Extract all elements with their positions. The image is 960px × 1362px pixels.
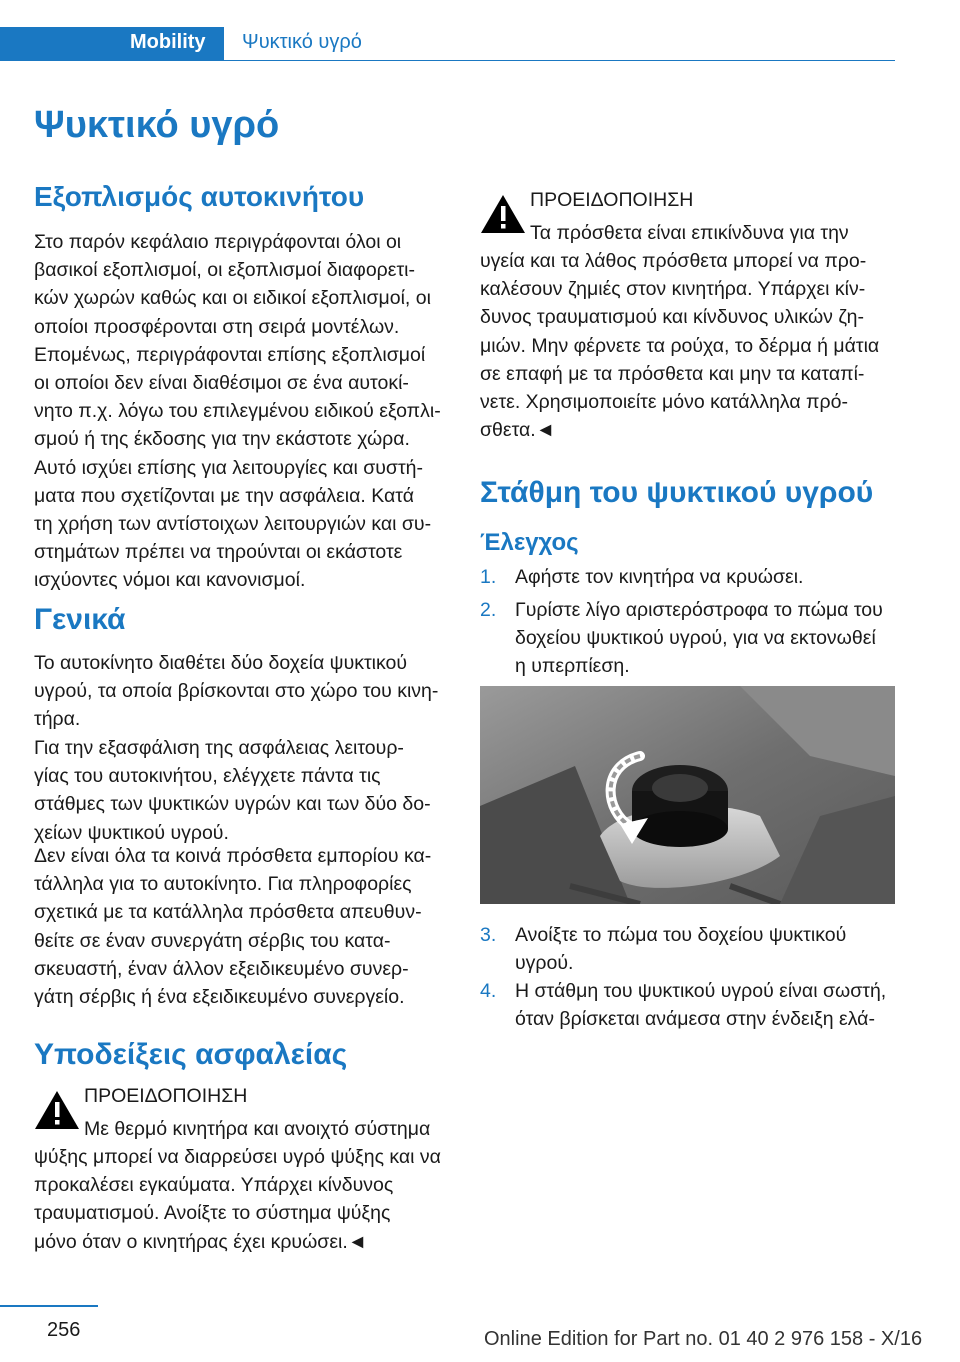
- list-item: [480, 921, 900, 977]
- text-line: γάτη σέρβις ή ένα εξειδικευμένο συνεργείο.: [34, 986, 405, 1009]
- text-line: ψύξης μπορεί να διαρρεύσει υγρό ψύξης και να: [34, 1146, 441, 1168]
- warning-label: ΠΡΟΕΙΔΟΠΟΙΗΣΗ: [530, 189, 694, 211]
- text-line: θείτε σε έναν συνεργάτη σέρβις του κατα‐: [34, 929, 391, 952]
- step-text: όταν βρίσκεται ανάμεσα στην ένδειξη ελά‐: [515, 1008, 875, 1031]
- text-line: ματα που σχετίζονται με την ασφάλεια. Κατά: [34, 484, 414, 507]
- warning-text: [480, 247, 900, 444]
- text-line: οι οποίοι δεν είναι διαθέσιμοι σε ένα αυτοκί‐: [34, 372, 409, 395]
- text-line: στημάτων πρέπει να τηρούνται οι εκάστοτε: [34, 541, 403, 564]
- step-text: Αφήστε τον κινητήρα να κρυώσει.: [515, 566, 804, 588]
- warning-text: [34, 1143, 464, 1256]
- page-title: Ψυκτικό υγρό: [34, 104, 280, 146]
- coolant-cap-photo: [480, 686, 895, 904]
- text-line: σε επαφή με τα πρόσθετα και μην τα καταπί‐: [480, 362, 865, 385]
- warning-label: ΠΡΟΕΙΔΟΠΟΙΗΣΗ: [84, 1085, 248, 1107]
- step-text: Γυρίστε λίγο αριστερόστροφα το πώμα του: [515, 599, 883, 621]
- warning-first-line: Με θερμό κινητήρα και ανοιχτό σύστημα: [84, 1118, 431, 1140]
- footer-rule: [0, 1305, 98, 1307]
- warning-triangle-icon: [480, 194, 526, 234]
- step-text: υγρού.: [515, 952, 574, 975]
- level-heading: Στάθμη του ψυκτικού υγρού: [480, 476, 874, 509]
- text-line: κών χωρών καθώς και οι ειδικοί εξοπλισμοί, οι: [34, 287, 431, 310]
- text-line: σθετα.◄: [480, 419, 555, 442]
- text-line: στάθμες των ψυκτικών υγρών και των δύο δο‐: [34, 793, 431, 816]
- tabs-divider: [224, 60, 895, 61]
- step-text: δοχείου ψυκτικού υγρού, για να εκτονωθεί: [515, 627, 876, 650]
- warning-triangle-icon: [34, 1090, 80, 1130]
- general-para-3: [34, 842, 454, 1011]
- text-line: Για την εξασφάλιση της ασφάλειας λειτουρ‐: [34, 737, 404, 759]
- step-number: 3.: [480, 924, 497, 946]
- header-tabs: [0, 27, 895, 61]
- text-line: υγρού, τα οποία βρίσκονται στο χώρο του κινη‐: [34, 680, 439, 703]
- text-line: σμού ή της έκδοσης για την εκάστοτε χώρα.: [34, 428, 410, 451]
- tab-coolant[interactable]: Ψυκτικό υγρό: [242, 31, 362, 53]
- general-para-1: [34, 649, 454, 734]
- step-number: 4.: [480, 980, 497, 1002]
- text-line: Επομένως, περιγράφονται επίσης εξοπλισμοί: [34, 343, 426, 366]
- text-line: χείων ψυκτικού υγρού.: [34, 821, 229, 844]
- step-number: 2.: [480, 599, 497, 621]
- text-line: Αυτό ισχύει επίσης για λειτουργίες και συστή‐: [34, 456, 424, 479]
- text-line: ισχύοντες νόμοι και κανονισμοί.: [34, 569, 306, 592]
- list-item: [480, 596, 900, 681]
- general-heading: Γενικά: [34, 603, 126, 636]
- text-line: νετε. Χρησιμοποιείτε μόνο κατάλληλα πρό‐: [480, 391, 848, 414]
- text-line: Στο παρόν κεφάλαιο περιγράφονται όλοι οι: [34, 231, 402, 253]
- safety-heading: Υποδείξεις ασφαλείας: [34, 1038, 348, 1071]
- text-line: Δεν είναι όλα τα κοινά πρόσθετα εμπορίου κα‐: [34, 845, 432, 867]
- check-subheading: Έλεγχος: [480, 529, 579, 556]
- step-number: 1.: [480, 566, 497, 588]
- text-line: υγεία και τα λάθος πρόσθετα μπορεί να προ‐: [480, 250, 867, 272]
- text-line: δυνος τραυματισμού και κίνδυνος υλικών ζη‐: [480, 306, 864, 329]
- text-line: σχετικά με τα κατάλληλα πρόσθετα απευθυν‐: [34, 901, 422, 924]
- text-line: προκαλέσει εγκαύματα. Υπάρχει κίνδυνος: [34, 1174, 394, 1197]
- tab-mobility[interactable]: Mobility: [0, 27, 224, 61]
- text-line: βασικοί εξοπλισμοί, οι εξοπλισμοί διαφορετι‐: [34, 259, 415, 282]
- edition-footer: Online Edition for Part no. 01 40 2 976 158 - X/16: [484, 1328, 923, 1350]
- equipment-text: [34, 228, 454, 595]
- text-line: Το αυτοκίνητο διαθέτει δύο δοχεία ψυκτικού: [34, 652, 408, 674]
- general-para-2: [34, 734, 454, 847]
- text-line: σκευαστή, έναν άλλον εξειδικευμένο συνερ‐: [34, 957, 409, 980]
- text-line: μιών. Μην φέρνετε τα ρούχα, το δέρμα ή μάτια: [480, 334, 880, 357]
- step-text: η υπερπίεση.: [515, 655, 630, 678]
- text-line: τραυματισμού. Ανοίξτε το σύστημα ψύξης: [34, 1202, 391, 1225]
- text-line: τήρα.: [34, 708, 81, 731]
- list-item: [480, 563, 900, 591]
- list-item: [480, 977, 900, 1033]
- step-text: Η στάθμη του ψυκτικού υγρού είναι σωστή,: [515, 980, 887, 1002]
- step-text: Ανοίξτε το πώμα του δοχείου ψυκτικού: [515, 924, 847, 946]
- text-line: τη χρήση των αντίστοιχων λειτουργιών και συ‐: [34, 513, 432, 536]
- text-line: γίας του αυτοκινήτου, ελέγχετε πάντα τις: [34, 765, 381, 788]
- text-line: καλέσουν ζημιές στον κινητήρα. Υπάρχει κίν‐: [480, 278, 866, 301]
- text-line: τάλληλα για το αυτοκίνητο. Για πληροφορίες: [34, 873, 412, 896]
- text-line: μόνο όταν ο κινητήρας έχει κρυώσει.◄: [34, 1230, 368, 1253]
- page-number: 256: [47, 1319, 81, 1341]
- text-line: οποίοι προσφέρονται στη σειρά μοντέλων.: [34, 315, 400, 338]
- coolant-cap-illustration: [480, 686, 895, 904]
- equipment-heading: Εξοπλισμός αυτοκινήτου: [34, 181, 365, 212]
- warning-first-line: Τα πρόσθετα είναι επικίνδυνα για την: [530, 222, 849, 244]
- text-line: νητο π.χ. λόγω του επιλεγμένου ειδικού εξοπλι‐: [34, 400, 441, 423]
